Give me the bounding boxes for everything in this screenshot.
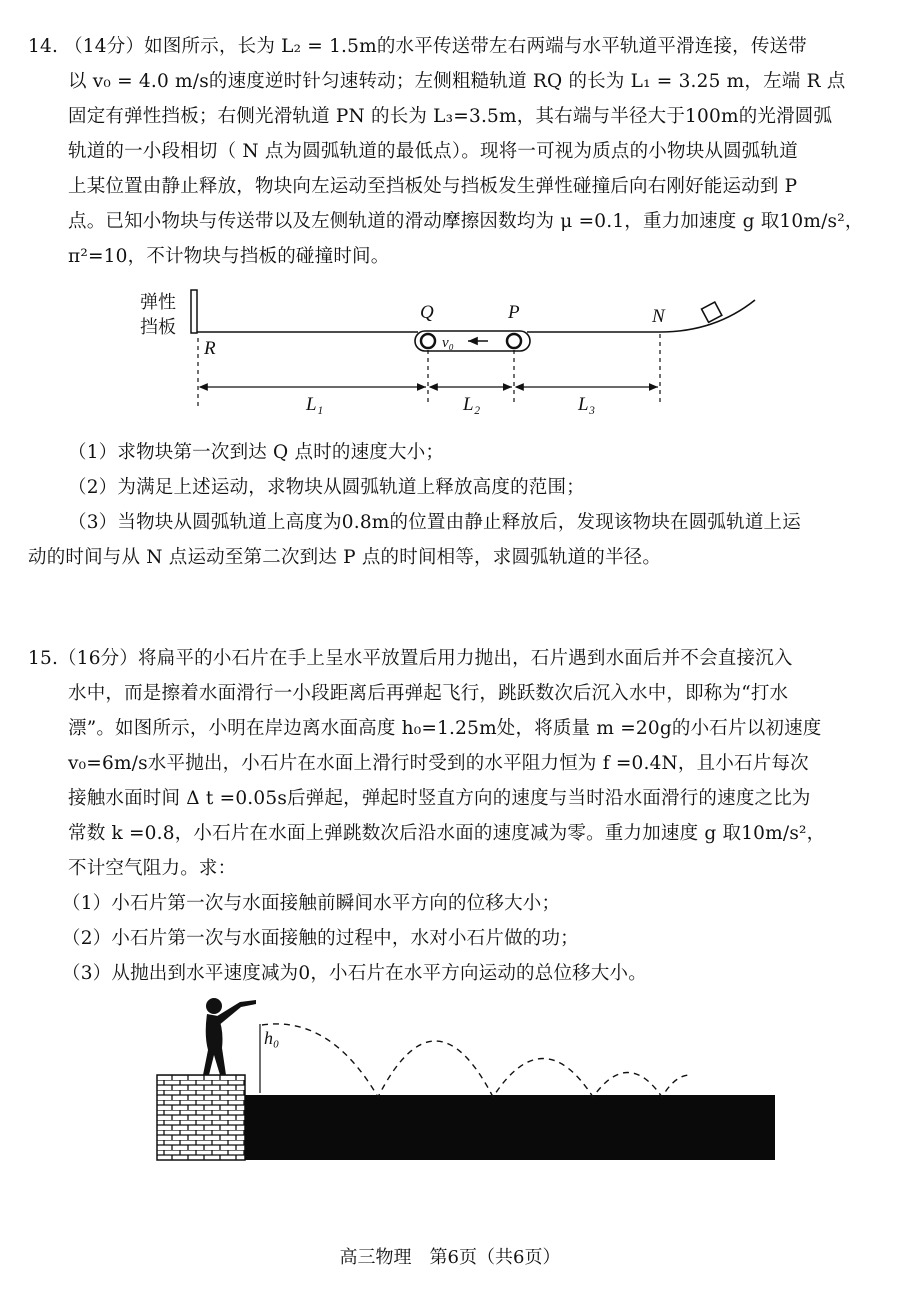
q14-line: π²=10，不计物块与挡板的碰撞时间。 [68, 246, 390, 267]
q15-line: 水中，而是擦着水面滑行一小段距离后再弹起飞行，跳跃数次后沉入水中，即称为“打水 [68, 683, 789, 704]
l2-label: L₂ [463, 394, 481, 415]
q14-line: 点。已知小物块与传送带以及左侧轨道的滑动摩擦因数均为 μ =0.1，重力加速度 g 取10m/s²， [68, 211, 864, 232]
q15-line: 常数 k =0.8，小石片在水面上弹跳数次后沿水面的速度减为零。重力加速度 g 取10m/s²， [68, 823, 826, 844]
point-r: R [204, 338, 216, 359]
q15-line: 不计空气阻力。求： [68, 858, 237, 879]
water [245, 1095, 775, 1160]
point-p: P [508, 302, 520, 323]
block [702, 302, 722, 322]
stone-trajectory [262, 1024, 690, 1097]
q14-line: 上某位置由静止释放，物块向左运动至挡板处与挡板发生弹性碰撞后向右刚好能运动到 P [68, 176, 798, 197]
q14-line: 14. （14分）如图所示，长为 L₂ = 1.5m的水平传送带左右两端与水平轨道平滑连接，传送带 [28, 36, 807, 57]
q15-line: v₀=6m/s水平抛出，小石片在水面上滑行时受到的水平阻力恒为 f =0.4N，且小石片每次 [68, 753, 809, 774]
subquestion: （1）求物块第一次到达 Q 点时的速度大小； [68, 442, 445, 463]
subquestion: （1）小石片第一次与水面接触前瞬间水平方向的位移大小； [62, 893, 561, 914]
brick-bank [157, 1075, 245, 1160]
conveyor-track-diagram [0, 280, 900, 420]
page-footer: 高三物理 第6页（共6页） [339, 1247, 561, 1268]
v0-label: v₀ [442, 335, 454, 351]
subquestion: （3）从抛出到水平速度减为0，小石片在水平方向运动的总位移大小。 [62, 963, 647, 984]
roller [507, 334, 521, 348]
point-q: Q [420, 302, 434, 323]
l3-label: L₃ [578, 394, 596, 415]
wall-label: 弹性 [140, 292, 176, 312]
point-n: N [652, 306, 665, 327]
stone-skipping-diagram [0, 990, 900, 1170]
h0-label: h₀ [264, 1028, 280, 1048]
subquestion: （2）为满足上述运动，求物块从圆弧轨道上释放高度的范围； [68, 477, 585, 498]
q14-line: 以 v₀ = 4.0 m/s的速度逆时针匀速转动；左侧粗糙轨道 RQ 的长为 L₁ = 3.25 m，左端 R 点 [68, 71, 846, 92]
q15-line: 接触水面时间 Δ t =0.05s后弹起，弹起时竖直方向的速度与当时沿水面滑行的速度之比为 [68, 788, 811, 809]
subquestion: （3）当物块从圆弧轨道上高度为0.8m的位置由静止释放后，发现该物块在圆弧轨道上运 [68, 512, 801, 533]
wall-label: 挡板 [140, 317, 176, 337]
q14-line: 固定有弹性挡板；右侧光滑轨道 PN 的长为 L₃=3.5m，其右端与半径大于100m的光滑圆弧 [68, 106, 833, 127]
subquestion: （2）小石片第一次与水面接触的过程中，水对小石片做的功； [62, 928, 579, 949]
q15-line: 漂”。如图所示，小明在岸边离水面高度 h₀=1.25m处，将质量 m =20g的小石片以初速度 [68, 718, 822, 739]
subquestion: 动的时间与从 N 点运动至第二次到达 P 点的时间相等，求圆弧轨道的半径。 [28, 547, 662, 568]
roller [421, 334, 435, 348]
q15-line: 15.（16分）将扁平的小石片在手上呈水平放置后用力抛出，石片遇到水面后并不会直接沉入 [28, 648, 793, 669]
l1-label: L₁ [306, 394, 324, 415]
elastic-wall [191, 290, 197, 333]
person-figure [203, 998, 256, 1075]
q14-line: 轨道的一小段相切（ N 点为圆弧轨道的最低点）。现将一可视为质点的小物块从圆弧轨道 [68, 141, 798, 162]
